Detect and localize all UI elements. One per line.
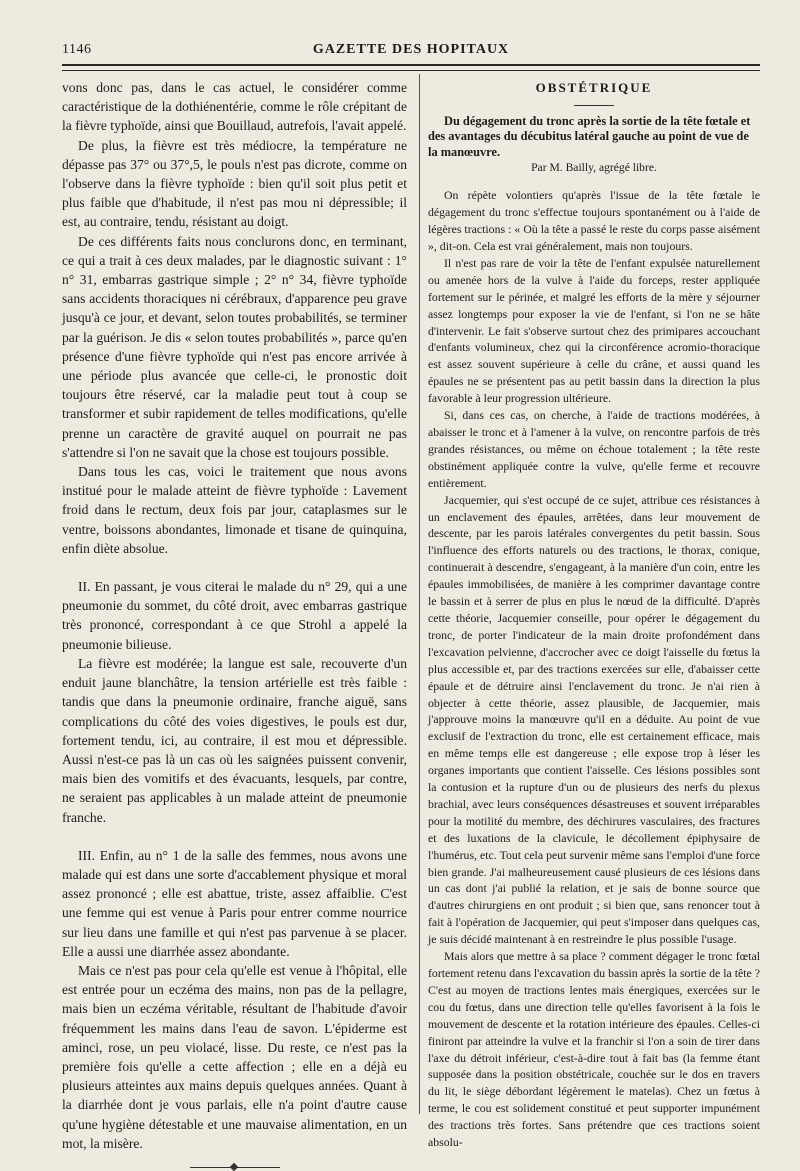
paragraph: Mais alors que mettre à sa place ? comment dégager le tronc fœtal fortement retenu dans l'excavation du bassin après la sortie de la tête ? C'est au moyen de tractions lentes mais énergiques, exercées sur le cou du fœtus, dans une direction telle qu'elles favorisent à la fois le mouvement de descente et la rotation intérieure des épaules. Celles-ci finiront par atteindre la vulve et la franchir si l'on a soin de tirer dans l'axe du détroit inférieur, c'est-à-dire tout à fait bas (la femme étant supposée dans la position obstétricale, couchée sur le dos en travers du lit, le siège débordant légèrement le matelas). Chez un fœtus à terme, le cou est solidement constitué et peut supporter impunément des tractions très fortes. Sans prétendre que ces tractions soient absolu- bbox=[428, 949, 760, 1150]
byline: Par M. Bailly, agrégé libre. bbox=[531, 161, 657, 175]
paragraph: vons donc pas, dans le cas actuel, le considérer comme caractéristique de la dothiénentérie, comme le rôle crépitant de la fièvre typhoïde, ainsi que Bouillaud, autrefois, l'avait appelé. bbox=[62, 80, 407, 134]
paragraph: Il n'est pas rare de voir la tête de l'enfant expulsée naturellement ou amenée hors de la vulve à l'aide du forceps, rester appliquée fortement sur le périnée, et malgré les efforts de la mère y séjourner assez longtemps pour exposer la vie de l'enfant, si l'on ne se hâte d'intervenir. Le fait s'observe surtout chez des primipares accouchant d'enfants volumineux, chez qui la circonférence acromio-thoracique est assez souvent supérieure à celle du crâne, et aussi quand les épaules ne se présentent pas au petit bassin dans la direction la plus favorable à leur progression ultérieure. bbox=[428, 255, 760, 406]
header-rule-thin bbox=[62, 70, 760, 71]
left-column bbox=[62, 78, 407, 1168]
paragraph: Dans tous les cas, voici le traitement que nous avons institué pour le malade atteint de fièvre typhoïde : Lavement froid dans le rectum, deux fois par jour, cataplasmes sur le ventre, boissons abondantes, limonade et tisane de quinquina, enfin diète absolue. bbox=[62, 464, 407, 556]
header-rule-thick bbox=[62, 64, 760, 66]
section-title-rule bbox=[574, 105, 614, 106]
article-title: Du dégagement du tronc après la sortie de la tête fœtale et des avantages du décubitus latéral gauche au point de vue de la manœuvre. bbox=[428, 113, 751, 159]
paragraph: Si, dans ces cas, on cherche, à l'aide de tractions modérées, à abaisser le tronc et à l'amener à la vulve, on rencontre parfois de très grandes résistances, ou même on échoue totalement ; la tête reste obstinément appliquée contre la vulve, qu'elle ferme et recouvre entièrement. bbox=[428, 408, 760, 490]
column-divider bbox=[419, 74, 420, 1114]
section-title: OBSTÉTRIQUE bbox=[535, 80, 653, 95]
paragraph: On répète volontiers qu'après l'issue de la tête fœtale le dégagement du tronc s'effectue toujours spontanément ou à l'aide de légères tractions : « Où la tête a passé le reste du corps passe aisément », dit-on. Cela est vrai généralement, mais non toujours. bbox=[428, 188, 760, 254]
paragraph: Jacquemier, qui s'est occupé de ce sujet, attribue ces résistances à un enclavement des épaules, arrêtées, dans leur mouvement de descente, par les parois latérales convergentes du petit bassin. Sous l'influence des efforts naturels ou des tractions, le thorax, conique, continuerait à descendre, s'engageant, à la manière d'un coin, entre les épaules immobilisées, de manière à les comprimer davantage contre le bassin et à serrer de plus en plus le nœud de la difficulté. D'après cette théorie, Jacquemier conseille, pour opérer le dégagement du tronc, de porter l'indicateur de la main droite profondément dans l'excavation pelvienne, d'accrocher avec ce doigt l'aisselle du fœtus la plus accessible et, par des tractions exercées sur elle, d'abaisser cette épaule et de détruire ainsi l'enclavement du tronc. Je n'ai rien à objecter à cette théorie, assez plausible, de Jacquemier, mais j'approuve moins la manœuvre qu'il en a déduite. Au point de vue exclusif de l'extraction du tronc, elle est certainement efficace, mais en même temps elle est dangereuse ; elle expose trop à léser les organes importants que contient l'aisselle. Ces lésions possibles sont la contusion et la rupture d'un ou de plusieurs des nerfs du plexus brachial, avec leurs conséquences désastreuses et souvent irréparables pour la motilité du membre, des déchirures vasculaires, des fractures et des luxations de la clavicule, le décollement épiphysaire de l'humérus, etc. Tout cela peut survenir même sans l'emploi d'une force bien grande. J'ai malheureusement causé plusieurs de ces lésions dans un cas dont j'ai publié la relation, et je sais de bonne source que d'autres chirurgiens en ont produit ; si bien que, sans renoncer tout à fait à l'opération de Jacquemier, qui peut s'imposer dans quelques cas, je suis décidé maintenant à en restreindre le plus possible l'usage. bbox=[428, 492, 760, 947]
end-ornament bbox=[190, 1167, 280, 1168]
paragraph: La fièvre est modérée; la langue est sale, recouverte d'un enduit jaune blanchâtre, la tension artérielle est très faible : tandis que dans la pneumonie ordinaire, franche aiguë, sans complications du côté des voies digestives, le pouls est dur, fortement tendu, ici, au contraire, il est mou et dépressible. Aussi n'est-ce pas là un cas où les saignées puissent convenir, mais bien des vomitifs et des évacuants, lesquels, par contre, ne seraient pas applicables à un malade atteint de pneumonie franche. bbox=[62, 655, 407, 825]
paragraph: De ces différents faits nous conclurons donc, en terminant, ce qui a trait à ces deux malades, par le diagnostic suivant : 1° n° 31, embarras gastrique simple ; 2° n° 34, fièvre typhoïde sans accidents thoraciques ni cérébraux, d'apparence peu grave jusqu'à ce jour, et devant, selon toutes probabilités, se terminer par la guérison. Je dis « selon toutes probabilités », parce qu'en présence d'une fièvre typhoïde qui n'est pas encore arrivée à une période plus avancée que celle-ci, le pronostic doit toujours être réservé, car la maladie peut tout à coup se transformer et subir rapidement de telles modifications, qu'elle prenne un caractère de gravité auquel on pourrait ne pas s'attendre si l'on ne savait que la chose est toujours possible. bbox=[62, 233, 407, 460]
journal-title: GAZETTE DES HOPITAUX bbox=[312, 42, 510, 57]
paragraph: II. En passant, je vous citerai le malade du n° 29, qui a une pneumonie du sommet, du côté droit, avec embarras gastrique très prononcé, correspondant à ce que Strohl a appelé la pneumonie bilieuse. bbox=[62, 579, 407, 652]
right-column bbox=[428, 78, 760, 1151]
paragraph: De plus, la fièvre est très médiocre, la température ne dépasse pas 37° ou 37°,5, le pouls n'est pas dicrote, comme on l'observe dans la fièvre typhoïde : bien qu'il soit plus petit et plus faible que d'habitude, il n'est pas mou ni dépressible; il est, au contraire, tendu, résistant au doigt. bbox=[62, 137, 407, 230]
paragraph: Mais ce n'est pas pour cela qu'elle est venue à l'hôpital, elle est entrée pour un eczéma des mains, non pas de la pellagre, mais bien un eczéma véritable, résultant de l'habitude d'avoir fréquemment les mains dans l'eau de savon. L'épiderme est aminci, rose, un peu violacé, lisse. Du reste, ce n'est pas la première fois qu'elle a cette affection ; elle en a déjà eu plusieurs atteintes aux mains depuis quelques années. Quant à la diarrhée dont je vous parlais, elle n'a point d'autre cause qu'une hygiène détestable et une mauvaise alimentation, en un mot, la misère. bbox=[62, 962, 407, 1151]
paragraph: III. Enfin, au n° 1 de la salle des femmes, nous avons une malade qui est dans une sorte d'accablement physique et moral assez prononcé ; elle est abattue, triste, assez affaiblie. C'est une femme qui est venue à Paris pour entrer comme nourrice sur lieu dans une famille et qui n'est pas parvenue à se placer. Elle a aussi une diarrhée assez abondante. bbox=[62, 847, 407, 959]
page-header bbox=[62, 40, 760, 62]
page-number: 1146 bbox=[62, 42, 92, 57]
